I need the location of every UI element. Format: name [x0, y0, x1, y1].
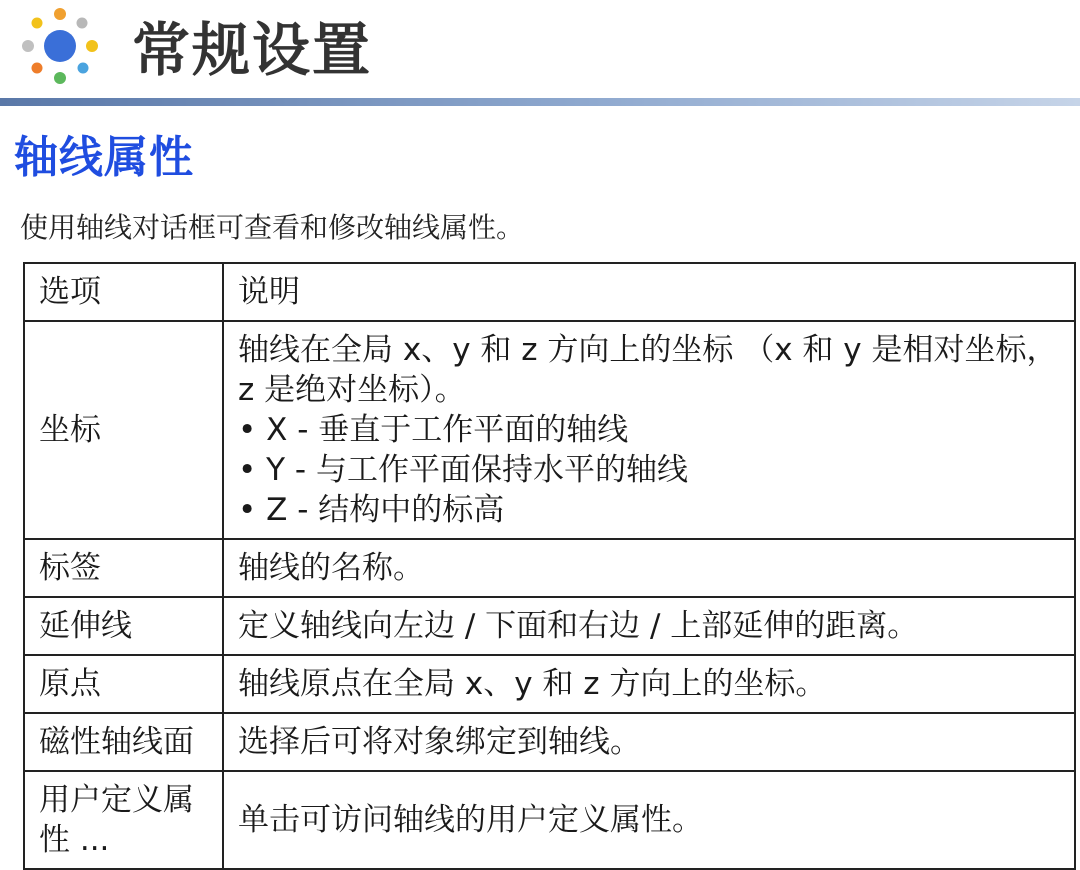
table-row	[24, 713, 1075, 771]
option-cell: 延伸线	[24, 597, 223, 655]
description-text: 轴线在全局 x、y 和 z 方向上的坐标 （x 和 y 是相对坐标，z 是绝对坐标）。	[238, 332, 1058, 408]
dots-circle-logo-icon	[20, 6, 100, 86]
table-header-row	[24, 263, 1075, 321]
description-cell: 选择后可将对象绑定到轴线。	[223, 713, 1075, 771]
option-cell: 坐标	[24, 321, 223, 539]
option-cell: 原点	[24, 655, 223, 713]
bullet-item: • Z - 结构中的标高	[238, 490, 1060, 530]
table-row	[24, 539, 1075, 597]
table-row	[24, 771, 1075, 869]
description-cell: 单击可访问轴线的用户定义属性。	[223, 771, 1075, 869]
column-header-option: 选项	[24, 263, 223, 321]
bullet-item: • X - 垂直于工作平面的轴线	[238, 410, 1060, 450]
description-cell	[223, 321, 1075, 539]
column-header-description: 说明	[223, 263, 1075, 321]
bullet-item: • Y - 与工作平面保持水平的轴线	[238, 450, 1060, 490]
description-cell: 定义轴线向左边 / 下面和右边 / 上部延伸的距离。	[223, 597, 1075, 655]
description-cell: 轴线的名称。	[223, 539, 1075, 597]
description-cell: 轴线原点在全局 x、y 和 z 方向上的坐标。	[223, 655, 1075, 713]
page-title: 常规设置	[132, 16, 373, 84]
header	[0, 0, 1080, 100]
table-row	[24, 321, 1075, 539]
header-divider	[0, 98, 1080, 106]
section-title: 轴线属性	[14, 132, 194, 183]
option-cell: 磁性轴线面	[24, 713, 223, 771]
options-table	[23, 262, 1076, 870]
table-row	[24, 597, 1075, 655]
intro-text: 使用轴线对话框可查看和修改轴线属性。	[20, 211, 525, 244]
bullet-list	[238, 410, 1060, 530]
option-cell: 标签	[24, 539, 223, 597]
table-row	[24, 655, 1075, 713]
option-cell: 用户定义属性 ...	[24, 771, 223, 869]
